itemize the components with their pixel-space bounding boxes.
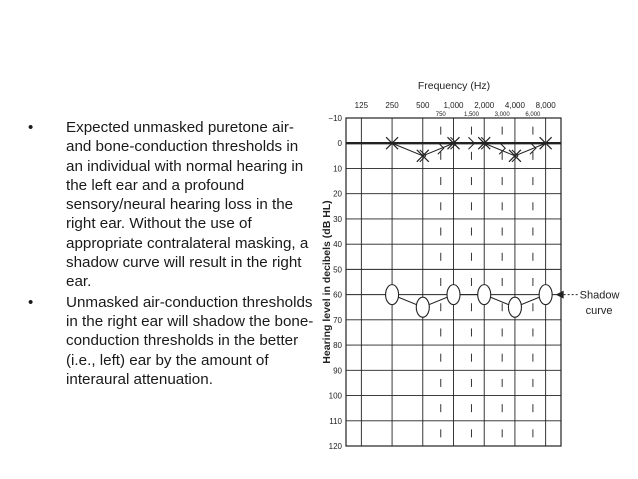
y-axis-title: Hearing level in decibels (dB HL) [321, 200, 333, 364]
shadow-label: Shadow [579, 289, 620, 302]
y-tick-label: 10 [333, 164, 342, 174]
x-interoctave-label: 6,000 [525, 112, 541, 118]
bullet-marker: • [28, 119, 34, 136]
y-tick-label: 0 [337, 139, 342, 149]
shadow-arrow-head [556, 291, 564, 299]
bullet-item [24, 293, 314, 389]
x-interoctave-label: 1,500 [463, 112, 479, 118]
y-tick-label: 60 [333, 290, 342, 300]
right-air-point [478, 285, 491, 305]
x-tick-label: 500 [416, 101, 430, 110]
bullet-marker: • [28, 293, 34, 311]
right-air-point [508, 297, 521, 317]
x-tick-label: 2,000 [474, 101, 495, 110]
y-tick-label: 40 [333, 240, 342, 250]
right-air-line [392, 295, 546, 308]
y-tick-label: 110 [329, 416, 342, 426]
right-air-point [416, 297, 429, 317]
right-air-point [386, 285, 399, 305]
x-tick-label: 125 [354, 101, 369, 110]
bullet-text: Unmasked air-conduction thresholds in the right ear will shadow the bone-conduction thresholds in the better (i.e., left) ear by the amount of interaural attenuation. [66, 293, 314, 388]
x-interoctave-label: 3,000 [494, 112, 510, 118]
y-tick-label: 80 [333, 341, 342, 351]
bullet-text: Expected unmasked puretone air- and bone-conduction thresholds in an individual with normal hearing in the left ear and a profound sensory/neural hearing loss in the right ear. Without the use of appropriate contralateral masking, a shadow curve will result in the right ear. [66, 119, 309, 291]
y-tick-label: 50 [333, 265, 342, 275]
y-tick-label: 100 [328, 391, 342, 401]
y-tick-label: 20 [333, 189, 342, 199]
right-air-point [447, 285, 460, 305]
right-air-point [539, 285, 552, 305]
y-tick-label: −10 [328, 114, 342, 123]
curve-label: curve [585, 305, 613, 318]
audiogram-chart [318, 76, 630, 456]
y-tick-label: 30 [333, 214, 342, 224]
y-tick-label: 70 [333, 315, 342, 325]
x-tick-label: 1,000 [443, 101, 464, 110]
y-tick-label: 90 [333, 366, 342, 376]
x-tick-label: 4,000 [504, 101, 525, 110]
bullet-item [24, 118, 314, 292]
x-axis-title: Frequency (Hz) [417, 80, 491, 92]
y-tick-label: 120 [328, 442, 342, 451]
x-tick-label: 8,000 [535, 101, 556, 110]
bullet-list [24, 118, 314, 390]
x-interoctave-label: 750 [435, 112, 446, 118]
x-tick-label: 250 [385, 101, 399, 110]
